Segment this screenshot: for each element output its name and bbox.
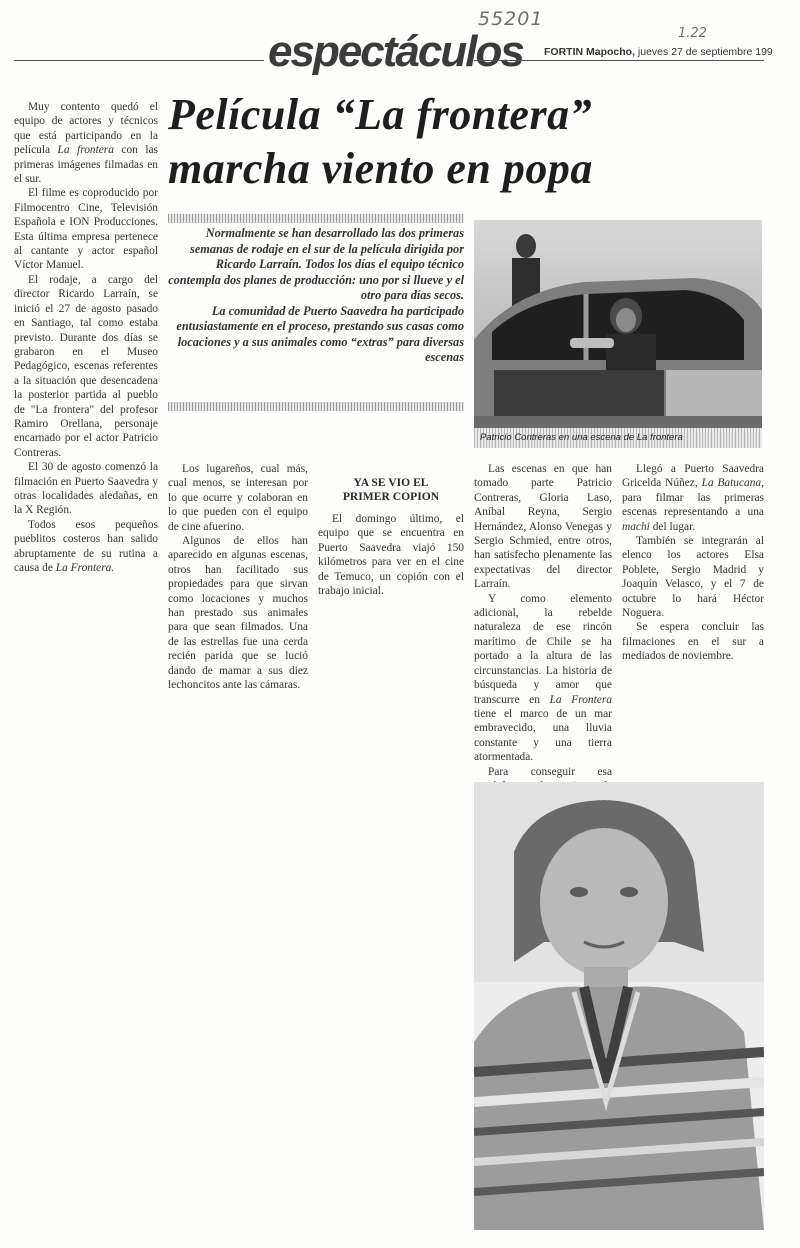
body-column-3 xyxy=(318,462,464,598)
archive-page-mark: 1.22 xyxy=(678,26,707,41)
intro-column xyxy=(14,100,158,575)
body-paragraph: Y como elemento adicional, la rebelde naturaleza de ese rincón marítimo de Chile se ha portado a la altura de las circunstancias. La historia de búsqueda y amor que transcurre en La Frontera tiene el marco de un mar embravecido, una lluvia constante y una tierra atormentada. xyxy=(474,592,612,764)
section-rule xyxy=(14,60,264,61)
intro-paragraph: El rodaje, a cargo del director Ricardo Larraín, se inició el 27 de agosto pasado en Santiago, tal como estaba previsto. Durante dos días se grabaron en el Museo Pedagógico, escenas referentes a la situación que desencadena la posterior partida al pueblo de "La frontera" del profesor Ramiro Orellana, personaje encarnado por el actor Patricio Contreras. xyxy=(14,273,158,459)
deck-rule-top xyxy=(168,214,464,223)
section-title: espectáculos xyxy=(268,27,523,76)
subheading: YA SE VIO EL PRIMER COPION xyxy=(342,476,440,503)
newspaper-name: FORTIN Mapocho, xyxy=(544,46,635,58)
lead-deck xyxy=(168,226,464,366)
dateline xyxy=(544,46,773,58)
portrait-image xyxy=(474,782,764,1230)
intro-paragraph: El 30 de agosto comenzó la filmación en Puerto Saavedra y otras localidades aledañas, en la X Región. xyxy=(14,461,158,517)
issue-date: jueves 27 de septiembre 199 xyxy=(637,46,773,58)
body-paragraph: Algunos de ellos han aparecido en algunas escenas, otros han facilitado sus propiedades para que sirvan como locaciones y muchos han prestado sus animales para que sean filmados. Una de las estrellas fue una cerda recién parida que se lució dando de mamar a sus diez lechoncitos ante las cámaras. xyxy=(168,535,308,692)
intro-paragraph: Todos esos pequeños pueblitos costeros han salido abruptamente de su rutina a causa de La Frontera. xyxy=(14,518,158,574)
body-column-5 xyxy=(622,462,764,664)
headline-line-1: Película “La frontera” xyxy=(168,90,593,139)
archive-number: 55201 xyxy=(478,8,544,30)
headline-line-2: marcha viento en popa xyxy=(168,144,593,193)
photo-actor-in-car xyxy=(474,220,762,428)
body-paragraph: Las escenas en que han tomado parte Patricio Contreras, Gloria Laso, Aníbal Reyna, Sergio Hernández, Alonso Venegas y Sergio Schmied, entre otros, han satisfecho plenamente las expectativas del director Larraín. xyxy=(474,463,612,591)
body-paragraph: El domingo último, el equipo que se encuentra en Puerto Saavedra viajó 150 kilómetros para ver en el cine de Temuco, un copión con el trabajo inicial. xyxy=(318,513,464,598)
body-paragraph: Para conseguir esa xyxy=(488,765,612,778)
photo-woman-portrait xyxy=(474,782,764,1230)
car-scene-image xyxy=(474,220,762,428)
deck-rule-bottom xyxy=(168,402,464,411)
deck-paragraph: Normalmente se han desarrollado las dos primeras semanas de rodaje en el sur de la película dirigida por Ricardo Larraín. Todos los días el equipo técnico contempla dos planes de producción: uno por si llueve y el otro para días secos. xyxy=(168,226,464,302)
section-rule xyxy=(474,60,764,61)
body-paragraph: Se espera concluir las filmaciones en el sur a mediados de noviembre. xyxy=(622,621,764,663)
headline xyxy=(168,88,768,196)
body-paragraph: Los lugareños, cual más, cual menos, se interesan por lo que ocurre y colaboran en lo que pueden con el equipo de cine afuerino. xyxy=(168,463,308,533)
deck-paragraph: La comunidad de Puerto Saavedra ha participado entusiastamente en el proceso, prestando sus casas como locaciones y a sus animales como “extras” para diversas escenas xyxy=(176,303,464,364)
intro-paragraph: El filme es coproducido por Filmocentro Cine, Televisión Española e ION Producciones. Esta última empresa pertenece al cantante y actor español Víctor Manuel. xyxy=(14,187,158,272)
intro-paragraph: Muy contento quedó el equipo de actores y técnicos que está participando en la película La frontera con las primeras imágenes filmadas en el sur. xyxy=(14,101,158,186)
body-column-2 xyxy=(168,462,308,693)
body-paragraph: Llegó a Puerto Saavedra Gricelda Núñez, La Batucana, para filmar las primeras escenas representando a una machi del lugar. xyxy=(622,463,764,533)
photo-caption: Patricio Contreras en una escena de La frontera xyxy=(474,428,762,448)
body-paragraph: También se integrarán al elenco los actores Elsa Poblete, Sergio Madrid y Joaquín Velasco, y el 7 de octubre lo hará Héctor Noguera. xyxy=(622,535,764,620)
